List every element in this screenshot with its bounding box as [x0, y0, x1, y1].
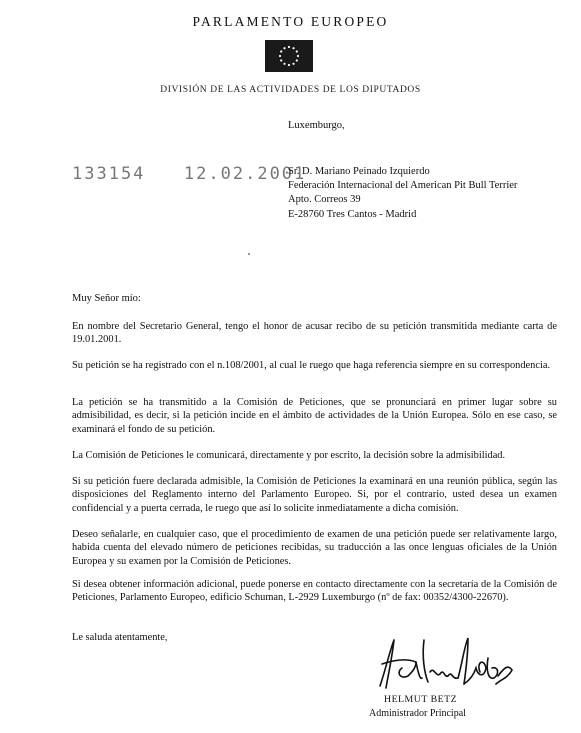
paragraph-contact: Si desea obtener información adicional, puede ponerse en contacto directamente con la secretaría de la Comisión de Peticiones, Parlamento Europeo, edificio Schuman, L-2929 Luxemburgo (nº de fax: 00352/4300-22670). [72, 579, 557, 604]
handwritten-signature [372, 628, 522, 694]
eu-flag-icon [265, 40, 313, 72]
signatory-name: HELMUT BETZ [384, 694, 458, 705]
paragraph-admissibility: Si su petición fuere declarada admisible, la Comisión de Peticiones la examinará en una reunión pública, según las disposiciones del Reglamento interno del Parlamento Europeo. Si, por el contrario, usted desea un examen confidencial y a puerta cerrada, le ruego que así lo solicite inmediatamente a dicha comisión. [72, 476, 557, 514]
flag-star-icon [292, 63, 294, 65]
address-line: Federación Internacional del American Pit Bull Terrier [288, 180, 518, 192]
flag-star-icon [280, 50, 282, 52]
recipient-address [288, 165, 517, 222]
letter-place: Luxemburgo, [288, 120, 345, 131]
closing-line: Le saluda atentamente, [72, 632, 168, 643]
registration-stamp [72, 164, 306, 184]
flag-star-icon [279, 55, 281, 57]
scan-speck [248, 253, 250, 255]
address-line: Sr. D. Mariano Peinado Izquierdo [288, 166, 430, 177]
flag-star-icon [288, 64, 290, 66]
flag-star-icon [283, 63, 285, 65]
paragraph-transmission: La petición se ha transmitido a la Comisión de Peticiones, que se pronunciará en primer lugar sobre su admisibilidad, es decir, si la petición incide en el ámbito de actividades de la Unión Europea. Sólo en ese caso, se examinará el fondo de su petición. [72, 397, 557, 435]
paragraph-acknowledgement: En nombre del Secretario General, tengo el honor de acusar recibo de su petición transmitida mediante carta de 19.01.2001. [72, 321, 557, 346]
signatory-role: Administrador Principal [369, 708, 466, 719]
address-line: Apto. Correos 39 [288, 194, 361, 206]
flag-star-icon [283, 47, 285, 49]
flag-star-icon [297, 55, 299, 57]
flag-star-icon [292, 47, 294, 49]
paragraph-duration: Deseo señalarle, en cualquier caso, que el procedimiento de examen de una petición puede ser relativamente largo, habida cuenta del elevado número de peticiones recibidas, su traducción a las once lenguas oficiales de la Unión Europea y su examen por la Comisión de Peticiones. [72, 529, 557, 567]
flag-star-icon [296, 50, 298, 52]
flag-star-icon [296, 59, 298, 61]
paragraph-registration: Su petición se ha registrado con el n.108/2001, al cual le ruego que haga referencia siempre en su correspondencia. [72, 360, 551, 371]
address-line: E-28760 Tres Cantos - Madrid [288, 208, 417, 220]
division-name: DIVISIÓN DE LAS ACTIVIDADES DE LOS DIPUTADOS [160, 85, 421, 95]
stamp-date: 12.02.2001 [183, 164, 307, 184]
stamp-number: 133154 [72, 164, 146, 184]
salutation: Muy Señor mío: [72, 293, 141, 304]
flag-star-icon [280, 59, 282, 61]
institution-header: PARLAMENTO EUROPEO [192, 14, 389, 29]
flag-star-icon [288, 46, 290, 48]
paragraph-decision: La Comisión de Peticiones le comunicará, directamente y por escrito, la decisión sobre la admisibilidad. [72, 450, 506, 461]
